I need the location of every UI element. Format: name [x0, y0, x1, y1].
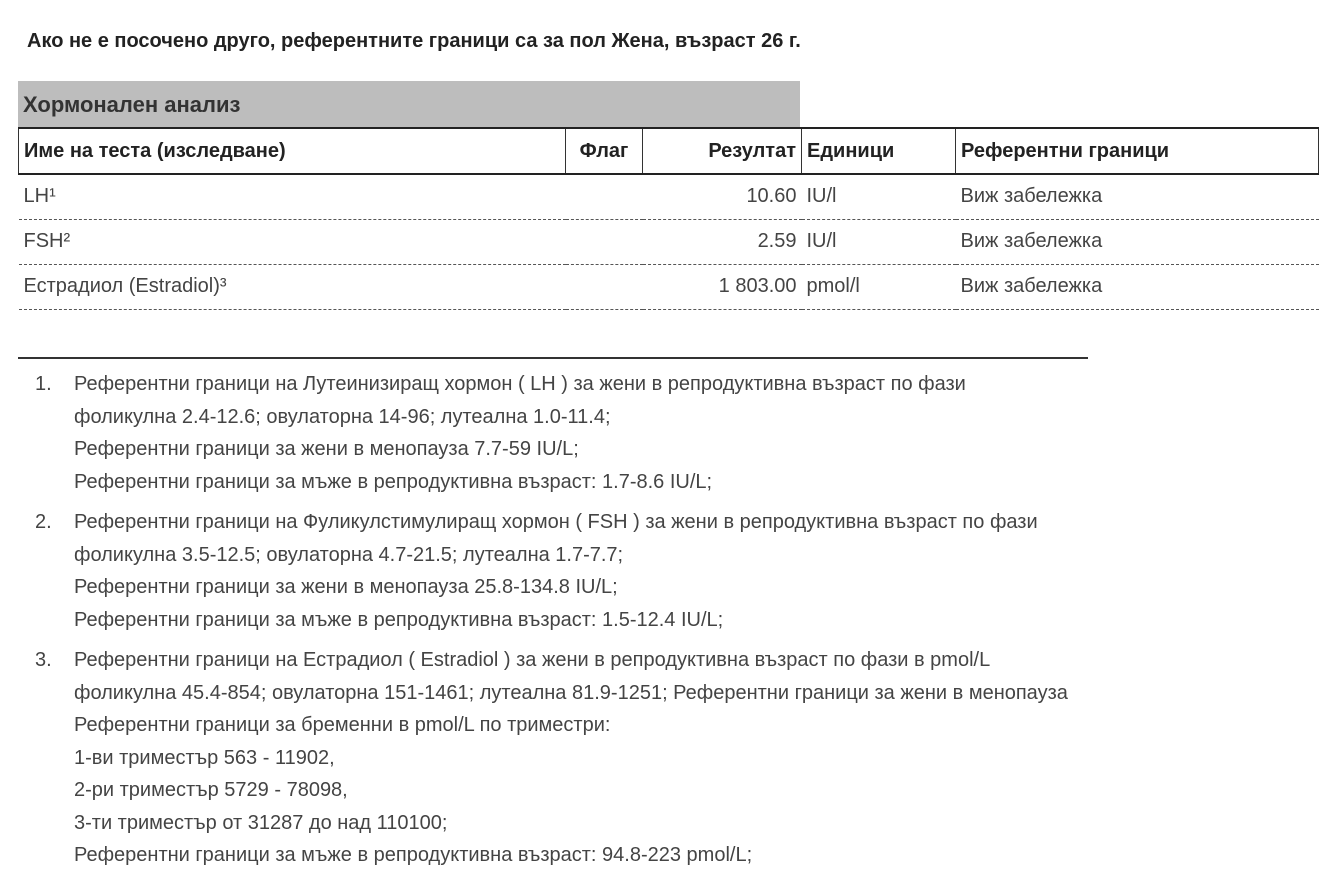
test-name: Естрадиол (Estradiol)³ — [19, 264, 566, 309]
results-table — [18, 127, 1319, 310]
intro-text: Ако не е посочено друго, референтните граници са за пол Жена, възраст 26 г. — [27, 30, 801, 52]
table-header-row — [19, 128, 1319, 174]
header-reference: Референтни граници — [956, 128, 1319, 174]
header-result: Резултат — [643, 128, 802, 174]
header-flag: Флаг — [566, 128, 643, 174]
note-line: 1-ви триместър 563 - 11902, — [74, 746, 335, 769]
note-line: фоликулна 45.4-854; овулаторна 151-1461; лутеална 81.9-1251; Референтни граници за жени в менопауза — [74, 681, 1068, 704]
notes-list — [0, 368, 1300, 880]
section-title: Хормонален анализ — [18, 81, 800, 127]
note-item — [0, 368, 1300, 498]
header-units: Единици — [802, 128, 956, 174]
note-line: Референтни граници за мъже в репродуктивна възраст: 94.8-223 pmol/L; — [74, 844, 753, 866]
table-row — [19, 174, 1319, 219]
test-flag — [566, 219, 643, 264]
test-result: 10.60 — [643, 174, 802, 219]
test-units: IU/l — [802, 219, 956, 264]
test-result: 1 803.00 — [643, 264, 802, 309]
note-line: 2-ри триместър 5729 - 78098, — [74, 779, 348, 801]
note-number: 2. — [35, 511, 52, 533]
test-name: LH¹ — [19, 174, 566, 219]
note-line: Референтни граници на Лутеинизиращ хормон ( LH ) за жени в репродуктивна възраст по фази — [74, 373, 966, 395]
note-line: Референтни граници за бременни в pmol/L по триместри: — [74, 714, 611, 736]
table-row — [19, 219, 1319, 264]
test-flag — [566, 174, 643, 219]
note-line: Референтни граници на Естрадиол ( Estradiol ) за жени в репродуктивна възраст по фази в pmol/L — [74, 649, 991, 671]
test-units: IU/l — [802, 174, 956, 219]
note-line: 3-ти триместър от 31287 до над 110100; — [74, 811, 448, 834]
note-line: Референтни граници за жени в менопауза 25.8-134.8 IU/L; — [74, 576, 618, 598]
test-reference: Виж забележка — [956, 174, 1319, 219]
note-line: Референтни граници за мъже в репродуктивна възраст: 1.5-12.4 IU/L; — [74, 608, 724, 631]
note-line: Референтни граници на Фуликулстимулиращ хормон ( FSH ) за жени в репродуктивна възраст по фази — [74, 511, 1038, 533]
test-reference: Виж забележка — [956, 219, 1319, 264]
table-row — [19, 264, 1319, 309]
note-item — [0, 506, 1300, 636]
test-result: 2.59 — [643, 219, 802, 264]
notes-divider — [18, 357, 1088, 359]
test-reference: Виж забележка — [956, 264, 1319, 309]
test-name: FSH² — [19, 219, 566, 264]
note-line: Референтни граници за жени в менопауза 7.7-59 IU/L; — [74, 438, 579, 460]
note-number: 1. — [35, 373, 52, 395]
note-line: фоликулна 2.4-12.6; овулаторна 14-96; лутеална 1.0-11.4; — [74, 405, 611, 428]
note-item — [0, 644, 1300, 872]
header-test-name: Име на теста (изследване) — [19, 128, 566, 174]
note-line: Референтни граници за мъже в репродуктивна възраст: 1.7-8.6 IU/L; — [74, 470, 713, 493]
test-units: pmol/l — [802, 264, 956, 309]
note-number: 3. — [35, 649, 52, 671]
test-flag — [566, 264, 643, 309]
note-line: фоликулна 3.5-12.5; овулаторна 4.7-21.5; лутеална 1.7-7.7; — [74, 543, 624, 566]
